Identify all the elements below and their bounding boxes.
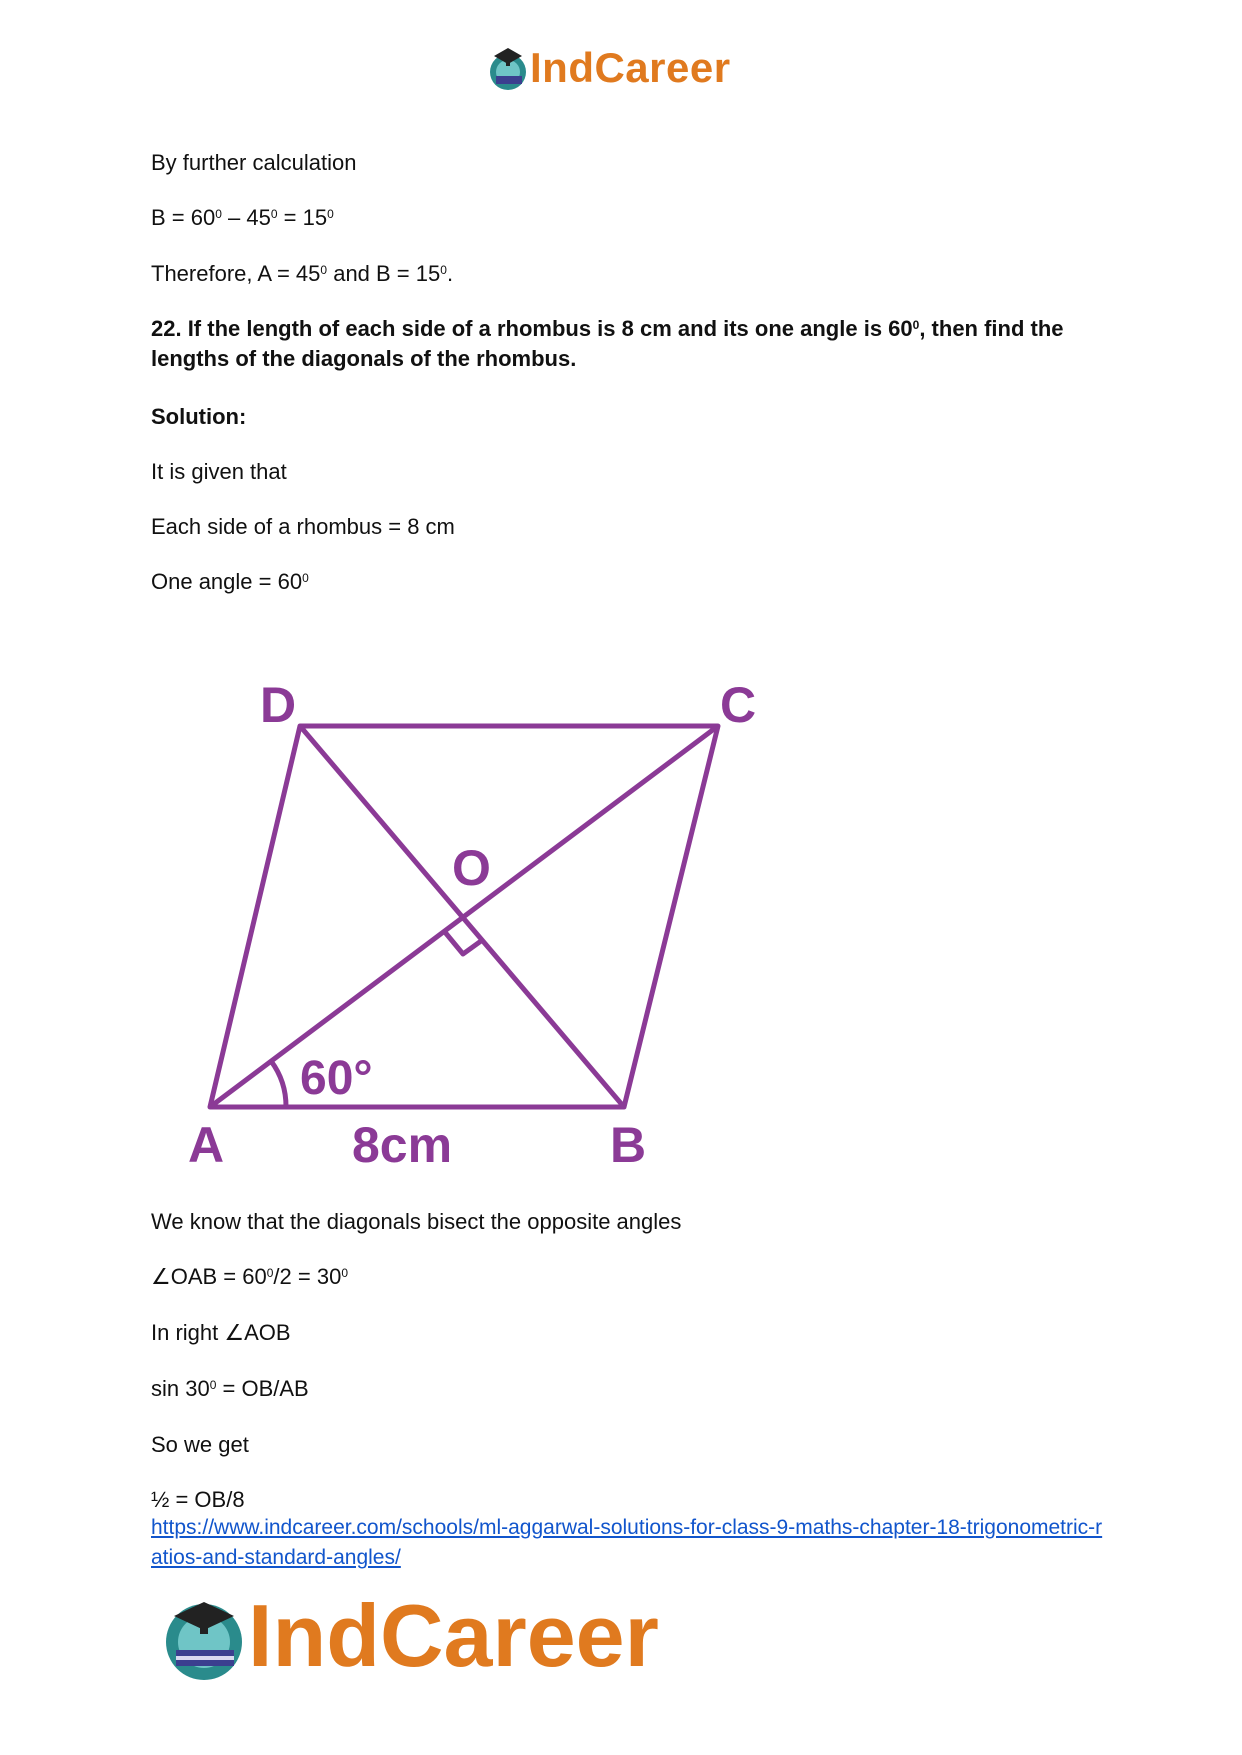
solution-heading: Solution: — [151, 404, 247, 429]
vertex-label-a: A — [188, 1117, 225, 1173]
vertex-label-d: D — [260, 677, 297, 733]
question-text: 22. If the length of each side of a rhombus is 8 cm and its one angle is $60^0$, then find the lengths of the diagonals of the rhombus. — [151, 316, 1064, 371]
logo-globe-icon — [486, 44, 530, 94]
side-label: 8cm — [352, 1117, 453, 1173]
text-line: We know that the diagonals bisect the opposite angles — [151, 1209, 682, 1234]
angle-arc — [271, 1061, 286, 1107]
footer-logo — [162, 1588, 722, 1688]
diagonal-bd — [300, 726, 624, 1107]
text-line: It is given that — [151, 459, 287, 484]
text-line: So we get — [151, 1432, 249, 1457]
text-line: $B = 60^0 - 45^0 = 15^0$ — [151, 205, 334, 230]
text-line: ½ = OB/8 — [151, 1487, 245, 1512]
rhombus-diagram — [170, 660, 790, 1180]
text-line: Therefore, $A = 45^0$ and $B = 15^0$. — [151, 261, 454, 286]
text-line: One angle = $60^0$ — [151, 569, 309, 594]
header-logo — [486, 40, 766, 100]
logo-globe-icon — [162, 1594, 248, 1684]
angle-label: 60° — [300, 1052, 373, 1105]
source-link[interactable]: https://www.indcareer.com/schools/ml-aggarwal-solutions-for-class-9-maths-chapter-18-trigonometric-ratios-and-standard-angles/ — [151, 1516, 1103, 1569]
vertex-label-c: C — [720, 677, 757, 733]
center-label-o: O — [452, 840, 491, 896]
text-line: In right ∠AOB — [151, 1320, 291, 1345]
footer-logo-text: IndCareer — [248, 1586, 659, 1685]
text-line: $\sin 30^0 = OB/AB$ — [151, 1376, 309, 1401]
text-line: By further calculation — [151, 150, 357, 175]
header-logo-text: IndCareer — [530, 44, 731, 91]
vertex-label-b: B — [610, 1117, 647, 1173]
text-line: Each side of a rhombus = 8 cm — [151, 514, 455, 539]
text-line: ∠OAB = $60^0/2 = 30^0$ — [151, 1264, 348, 1289]
